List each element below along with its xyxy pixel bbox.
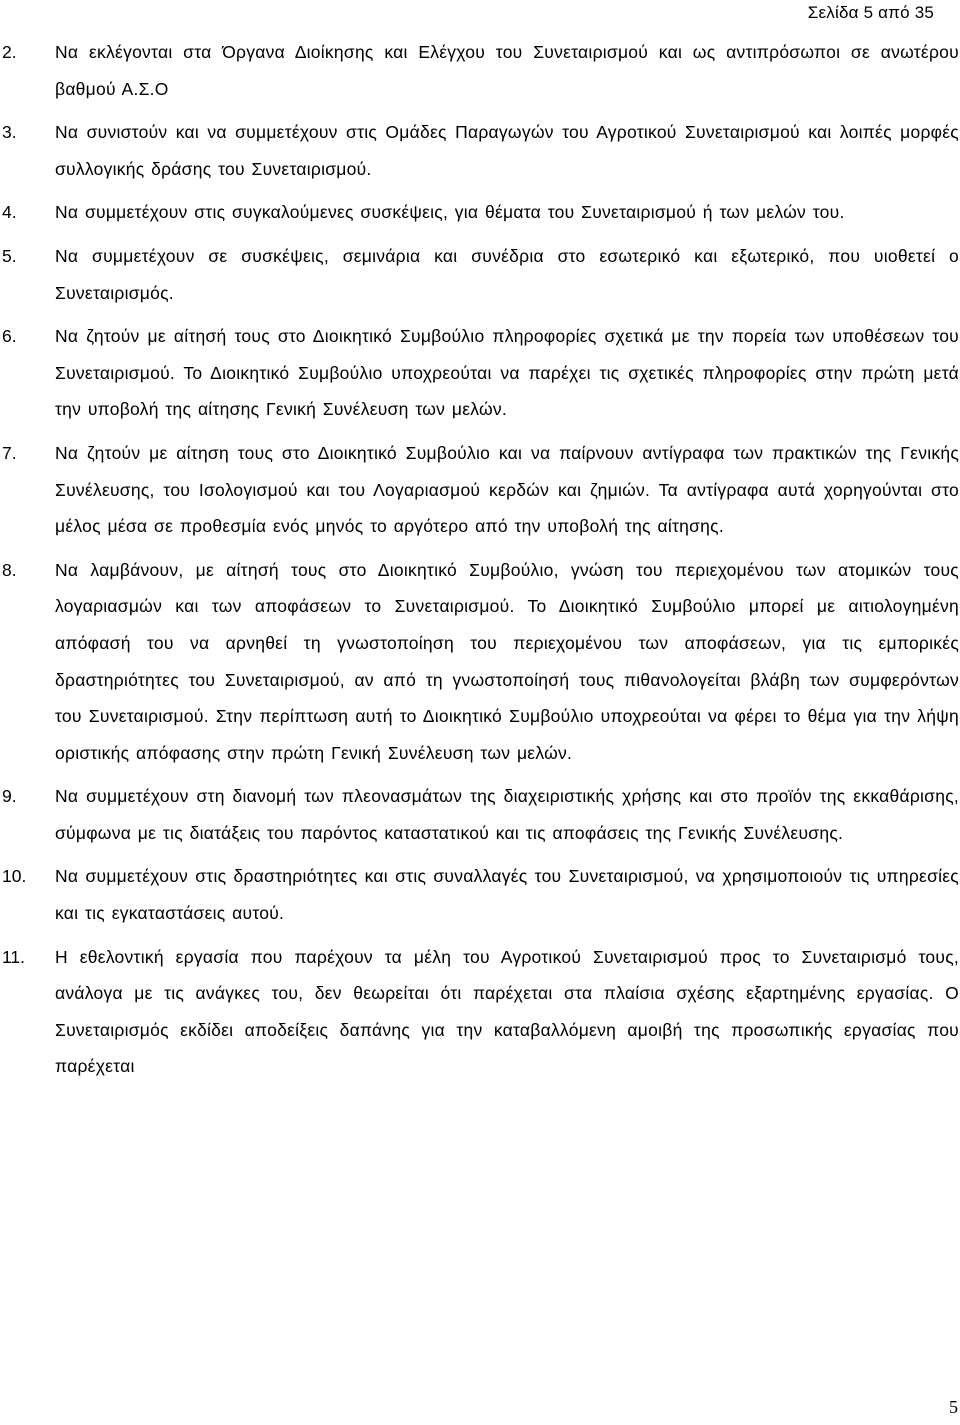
list-item [0,435,960,545]
item-number: 11. [2,946,26,967]
item-number: 7. [2,442,17,463]
page-header-label: Σελίδα 5 από 35 [807,3,934,22]
item-number: 4. [2,202,17,223]
list-item [0,858,960,931]
list-item [0,939,960,1085]
item-text: Να συμμετέχουν στις συγκαλούμενες συσκέψεις, για θέματα του Συνεταιρισμού ή των μελών του. [55,202,845,223]
item-text: Να ζητούν με αίτηση τους στο Διοικητικό Συμβούλιο και να παίρνουν αντίγραφα των πρακτικών της Γενικής Συνέλευσης, του Ισολογισμού και του Λογαριασμού κερδών και ζημιών. Τα αντίγραφα αυτά χορηγούνται στο μέλος μέσα σε προθεσμία ενός μηνός το αργότερο από την υποβολή της αίτησης. [55,442,959,537]
item-number: 8. [2,559,17,580]
article-list [0,34,960,1092]
list-item [0,34,960,107]
item-number: 10. [2,866,27,887]
list-item [0,552,960,772]
item-number: 6. [2,326,17,347]
item-number: 9. [2,786,17,807]
item-text: Να εκλέγονται στα Όργανα Διοίκησης και Ελέγχου του Συνεταιρισμού και ως αντιπρόσωποι σε ανωτέρου βαθμού Α.Σ.Ο [55,42,959,99]
item-number: 3. [2,122,17,143]
list-item [0,318,960,428]
item-text: Να συμμετέχουν σε συσκέψεις, σεμινάρια και συνέδρια στο εσωτερικό και εξωτερικό, που υιοθετεί ο Συνεταιρισμός. [55,245,959,303]
list-item [0,114,960,187]
item-number: 5. [2,245,17,266]
list-item [0,238,960,311]
list-item [0,778,960,851]
item-text: Να συνιστούν και να συμμετέχουν στις Ομάδες Παραγωγών του Αγροτικού Συνεταιρισμού και λοιπές μορφές συλλογικής δράσης του Συνεταιρισμού. [55,122,959,179]
item-text: Να συμμετέχουν στη διανομή των πλεονασμάτων της διαχειριστικής χρήσης και στο προϊόν της εκκαθάρισης, σύμφωνα με τις διατάξεις του παρόντος καταστατικού και τις αποφάσεις της Γενικής Συνέλευσης. [55,786,959,843]
item-text: Να λαμβάνουν, με αίτησή τους στο Διοικητικό Συμβούλιο, γνώση του περιεχομένου των ατομικών τους λογαριασμών και των αποφάσεων το Συνεταιρισμού. Το Διοικητικό Συμβούλιο μπορεί με αιτιολογημένη απόφασή του να αρνηθεί τη γνωστοποίηση του περιεχομένου των αποφάσεων, για τις εμπορικές δραστηριότητες του Συνεταιρισμού, αν από τη γνωστοποίησή τους πιθανολογείται βλάβη των συμφερόντων του Συνεταιρισμού. Στην περίπτωση αυτή το Διοικητικό Συμβούλιο υποχρεούται να φέρει το θέμα για την λήψη οριστικής απόφασης στην πρώτη Γενική Συνέλευση των μελών. [55,559,959,763]
page-number: 5 [949,1397,958,1417]
item-text: Να συμμετέχουν στις δραστηριότητες και στις συναλλαγές του Συνεταιρισμού, να χρησιμοποιούν τις υπηρεσίες και τις εγκαταστάσεις αυτού. [55,866,959,924]
list-item [0,194,960,231]
item-number: 2. [2,42,17,62]
item-text: Η εθελοντική εργασία που παρέχουν τα μέλη του Αγροτικού Συνεταιρισμού προς το Συνεταιρισμό τους, ανάλογα με τις ανάγκες του, δεν θεωρείται ότι παρέχεται στα πλαίσια σχέσης εξαρτημένης εργασίας. Ο Συνεταιρισμός εκδίδει αποδείξεις δαπάνης για την καταβαλλόμενη αμοιβή της προσωπικής εργασίας που παρέχεται [55,946,959,1077]
item-text: Να ζητούν με αίτησή τους στο Διοικητικό Συμβούλιο πληροφορίες σχετικά με την πορεία των υποθέσεων του Συνεταιρισμού. Το Διοικητικό Συμβούλιο υποχρεούται να παρέχει τις σχετικές πληροφορίες στην πρώτη μετά την υποβολή της αίτησης Γενική Συνέλευση των μελών. [55,326,959,420]
